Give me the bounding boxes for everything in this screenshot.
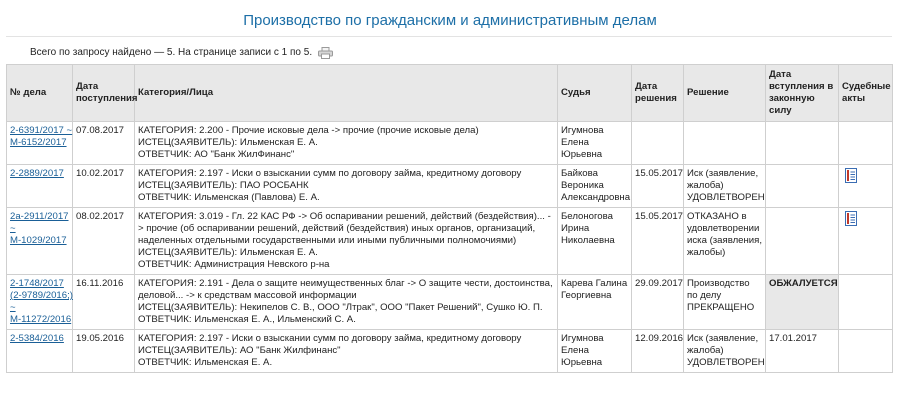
decision-line: Производство — [687, 278, 750, 289]
results-count-text: Всего по запросу найдено — 5. На странице записи с 1 по 5. — [30, 47, 313, 58]
judge-cell — [558, 275, 632, 330]
table-row — [7, 165, 893, 208]
decision-date: 15.05.2017 — [632, 165, 684, 208]
decision-line: ПРЕКРАЩЕНО — [687, 302, 755, 313]
effective-date — [766, 208, 839, 275]
header-judge[interactable]: Судья — [558, 65, 632, 122]
category-line: ИСТЕЦ(ЗАЯВИТЕЛЬ): АО "Банк Жилфинанс" — [138, 345, 341, 356]
page-title: Производство по гражданским и административным делам — [243, 12, 657, 29]
decision-cell — [684, 330, 766, 373]
court-acts-cell — [839, 275, 893, 330]
header-decision-date[interactable]: Дата решения — [632, 65, 684, 122]
category-cell — [135, 330, 558, 373]
case-number-cell — [7, 208, 73, 275]
category-line: КАТЕГОРИЯ: 2.200 - Прочие исковые дела -> прочие (прочие исковые дела) — [138, 125, 479, 136]
decision-date: 15.05.2017 — [632, 208, 684, 275]
judge-name-line: Николаевна — [561, 235, 615, 246]
category-line: ИСТЕЦ(ЗАЯВИТЕЛЬ): Ильменская Е. А. — [138, 247, 318, 258]
table-row — [7, 330, 893, 373]
judge-name-line: Вероника — [561, 180, 604, 191]
received-date: 10.02.2017 — [73, 165, 135, 208]
case-number-cell — [7, 330, 73, 373]
case-number-line: 2-1748/2017 — [10, 278, 64, 289]
case-number-link[interactable] — [10, 278, 73, 326]
effective-date — [766, 165, 839, 208]
judge-name-line: Александровна — [561, 192, 631, 203]
case-number-cell — [7, 122, 73, 165]
decision-line: УДОВЛЕТВОРЕН — [687, 192, 765, 203]
appeal-status-badge: ОБЖАЛУЕТСЯ — [766, 275, 839, 330]
judge-name-line: Игумнова — [561, 333, 604, 344]
received-date: 16.11.2016 — [73, 275, 135, 330]
judge-name-line: Георгиевна — [561, 290, 612, 301]
category-line: ОТВЕТЧИК: Ильменская Е. А., Ильменский С. А. — [138, 314, 356, 325]
header-decision[interactable]: Решение — [684, 65, 766, 122]
judge-cell — [558, 208, 632, 275]
case-number-line: ~ — [10, 302, 16, 313]
header-court-acts[interactable]: Судебные акты — [839, 65, 893, 122]
judge-cell — [558, 165, 632, 208]
cases-table-body — [7, 122, 893, 373]
document-icon[interactable] — [845, 211, 858, 226]
case-number-cell — [7, 165, 73, 208]
decision-line: Иск (заявление, — [687, 168, 759, 179]
decision-line: иска (заявления, — [687, 235, 763, 246]
judge-name-line: Белоногова — [561, 211, 613, 222]
judge-name-line: Елена — [561, 345, 589, 356]
decision-line: жалобы) — [687, 247, 726, 258]
judge-cell — [558, 122, 632, 165]
received-date: 08.02.2017 — [73, 208, 135, 275]
judge-name-line: Елена — [561, 137, 589, 148]
judge-name-line: Карева Галина — [561, 278, 628, 289]
printer-icon[interactable] — [318, 47, 333, 59]
header-case-number[interactable]: № дела — [7, 65, 73, 122]
decision-date — [632, 122, 684, 165]
court-acts-cell — [839, 165, 893, 208]
title-divider — [6, 36, 892, 37]
table-row — [7, 275, 893, 330]
decision-line: ОТКАЗАНО в — [687, 211, 747, 222]
case-number-line: ~ — [10, 223, 16, 234]
category-cell — [135, 275, 558, 330]
case-number-cell — [7, 275, 73, 330]
case-number-line: 2-5384/2016 — [10, 333, 64, 344]
category-line: ОТВЕТЧИК: Ильменская (Павлова) Е. А. — [138, 192, 320, 203]
case-number-line: 2-6391/2017 ~ — [10, 125, 73, 136]
case-number-line: (2-9789/2016;) — [10, 290, 73, 301]
category-cell — [135, 122, 558, 165]
case-number-link[interactable] — [10, 125, 73, 149]
case-number-link[interactable] — [10, 211, 69, 247]
header-category[interactable]: Категория/Лица — [135, 65, 558, 122]
court-acts-cell — [839, 122, 893, 165]
effective-date: 17.01.2017 — [766, 330, 839, 373]
judge-name-line: Игумнова — [561, 125, 604, 136]
decision-cell — [684, 208, 766, 275]
case-number-line: 2-2889/2017 — [10, 168, 64, 179]
judge-name-line: Юрьевна — [561, 357, 603, 368]
category-line: КАТЕГОРИЯ: 3.019 - Гл. 22 КАС РФ -> Об оспаривании решений, действий (бездействия)... -> прочие (об оспаривании решений, действий (бездействия) иных органов, организаций, наделенных отдельными государственными или иными публичными полномочиями) — [138, 211, 551, 246]
table-row — [7, 208, 893, 275]
decision-cell — [684, 122, 766, 165]
category-line: КАТЕГОРИЯ: 2.197 - Иски о взыскании сумм по договору займа, кредитному договору — [138, 333, 522, 344]
decision-cell — [684, 165, 766, 208]
case-number-line: М-11272/2016 — [10, 314, 72, 325]
header-received-date[interactable]: Дата поступления — [73, 65, 135, 122]
case-number-link[interactable] — [10, 168, 69, 180]
case-number-link[interactable] — [10, 333, 69, 345]
effective-date — [766, 122, 839, 165]
received-date: 07.08.2017 — [73, 122, 135, 165]
category-line: ИСТЕЦ(ЗАЯВИТЕЛЬ): Некипелов С. В., ООО "Лтрак", ООО "Пакет Решений", Сушко Ю. П. — [138, 302, 543, 313]
category-cell — [135, 165, 558, 208]
header-effective-date[interactable]: Дата вступления в законную силу — [766, 65, 839, 122]
category-cell — [135, 208, 558, 275]
court-acts-cell — [839, 330, 893, 373]
judge-cell — [558, 330, 632, 373]
decision-date: 29.09.2017 — [632, 275, 684, 330]
category-line: ИСТЕЦ(ЗАЯВИТЕЛЬ): Ильменская Е. А. — [138, 137, 318, 148]
judge-name-line: Юрьевна — [561, 149, 603, 160]
results-summary — [30, 46, 333, 60]
judge-name-line: Байкова — [561, 168, 598, 179]
decision-line: Иск (заявление, — [687, 333, 759, 344]
category-line: ОТВЕТЧИК: Ильменская Е. А. — [138, 357, 273, 368]
category-line: КАТЕГОРИЯ: 2.191 - Дела о защите неимущественных благ -> О защите чести, достоинства, деловой... -> к средствам массовой информации — [138, 278, 553, 301]
case-number-line: М-1029/2017 — [10, 235, 67, 246]
decision-line: жалоба) — [687, 345, 724, 356]
decision-line: УДОВЛЕТВОРЕН — [687, 357, 765, 368]
received-date: 19.05.2016 — [73, 330, 135, 373]
decision-line: удовлетворении — [687, 223, 760, 234]
category-line: ОТВЕТЧИК: АО "Банк ЖилФинанс" — [138, 149, 295, 160]
case-number-line: М-6152/2017 — [10, 137, 67, 148]
court-acts-cell — [839, 208, 893, 275]
category-line: ОТВЕТЧИК: Администрация Невского р-на — [138, 259, 330, 270]
table-header-row — [7, 65, 893, 122]
judge-name-line: Ирина — [561, 223, 590, 234]
category-line: КАТЕГОРИЯ: 2.197 - Иски о взыскании сумм по договору займа, кредитному договору — [138, 168, 522, 179]
table-row — [7, 122, 893, 165]
decision-line: по делу — [687, 290, 722, 301]
category-line: ИСТЕЦ(ЗАЯВИТЕЛЬ): ПАО РОСБАНК — [138, 180, 309, 191]
case-number-line: 2а-2911/2017 — [10, 211, 69, 222]
decision-line: жалоба) — [687, 180, 724, 191]
cases-table — [6, 64, 893, 373]
decision-cell — [684, 275, 766, 330]
decision-date: 12.09.2016 — [632, 330, 684, 373]
document-icon[interactable] — [845, 168, 858, 183]
